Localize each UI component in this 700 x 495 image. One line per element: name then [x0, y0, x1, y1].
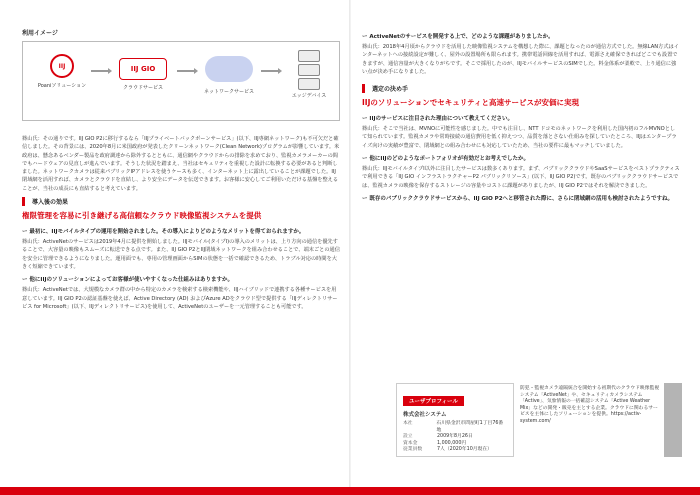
profile-title: ユーザプロフィール — [403, 396, 464, 406]
section-headline: IIJのソリューションでセキュリティと高速サービスが安価に実現 — [362, 98, 579, 108]
camera-icon — [298, 64, 320, 76]
question-2: ー 他にIIJのどのようなポートフォリオが有効だとお考えでしたか。 — [362, 156, 530, 163]
profile-key: 本社 — [403, 421, 413, 426]
paragraph-1: 篠山氏：そこで当社は、MVNOに可能性を感じました。中でも注目し、NTT ドコモのネットワークを利用した国内初のフルMVNOとして知られています。監視カメラや常時接続の通信費用を低く抑えつつ、品質を落とさない仕組みを探していたところ、IIJはエンタープライズ向けの実績が豊富で、閉域網との組み合わせにも対応していたため、当社の要件に最もマッチしていました。 — [362, 126, 677, 149]
profile-key: 資本金 — [403, 440, 418, 446]
diagram-item-poani — [37, 54, 87, 89]
profile-company-name: 株式会社システム — [403, 412, 447, 418]
profile-value: 2009年8月26日 — [437, 434, 473, 439]
left-page — [22, 28, 340, 483]
usage-diagram — [22, 41, 340, 121]
arrow-icon — [261, 70, 279, 72]
poani-logo-icon: IIJ — [50, 54, 74, 78]
diagram-label: ネットワークサービス — [203, 89, 254, 95]
camera-icon — [298, 50, 320, 62]
diagram-label: クラウドサービス — [122, 85, 163, 91]
arrow-icon — [91, 70, 109, 72]
section-headline: 権限管理を容易に引き継げる高信頼なクラウド映像監視システムを提供 — [22, 211, 262, 221]
diagram-label: Poaniソリューション — [37, 83, 87, 89]
diagram-label: エッジデバイス — [291, 93, 327, 99]
diagram-item-network — [199, 56, 259, 95]
paragraph-2: 篠山氏：ActiveNetのサービスは2019年4月に提供を開始しました。IIJモバイル(タイプI)の導入のメリットは、上り方向の通信を優先することで、大容量の映像もスムーズに転送できる点です。また、IIJ GIO P2とIIJ閉域ネットワークを組み合わせることで、端末ごとの通信を安全に管理できるようになりました。運用面でも、専用の管理画面からSIMの状態を一括で確認できるため、トラブル対応の時間を大きく短縮できています。 — [22, 239, 340, 270]
paragraph-top: 篠山氏：2018年4月頃からクラウドを活用した映像監視システムを構想した際に、課題となったのが通信方式でした。無線LAN方式はインターネットへの接続設定が難しく、屋外の設置場所も限られます。携帯電話回線を活用すれば、電源さえ確保できればどこでも設置できますが、通信容量が大きくなりがちです。そこで採用したのが、IIJモバイルサービスのSIMでした。料金体系が柔軟で、上り通信に強い点が決め手になりました。 — [362, 44, 679, 75]
section-heading: 導入後の効果 — [22, 197, 340, 206]
profile-value: 石川県金沢市問屋町1丁目76番地 — [436, 421, 504, 433]
body-paragraph — [362, 125, 680, 150]
paragraph-3: 篠山氏：ActiveNetでは、大規模なカメラ群の中から特定のカメラを検索する検索機能や、IIJハイブリッドで連携する各種サービスを用意しています。IIJ GIO P2の認証基盤を使えば、Active Directory (AD) およびAzure ADをクラウド型で提供する「IIJディレクトリサービス for Microsoft」(以下、IIJディレクトリサービス)を使用して、ActiveNetのユーザーを一元管理することも可能です。 — [22, 287, 338, 310]
question-1: ー IIJのサービスに注目された理由について教えてください。 — [362, 116, 513, 123]
bottom-red-strip — [0, 487, 700, 495]
body-paragraph — [362, 43, 680, 76]
profile-row — [403, 447, 507, 454]
question-1: ー 最初に、IIJモバイルタイプの運用を開始されました。その導入によりどのようなメリットを得ておられますか。 — [22, 229, 305, 236]
paragraph-2: 篠山氏：IIJモバイルタイプI以外に注目したサービスは数多くあります。まず、パブリッククラウドやSaaSサービスをベストプラクティスで利用できる「IIJ GIO インフラストラクチャーP2 パブリックリソース」(以下、IIJ GIO P2)です。既存のパブリッククラウドサービスでは、監視カメラの映像を保存するストレージの容量やコストに課題がありましたが、IIJ GIO P2ではそれを解決できました。 — [362, 166, 680, 189]
arrow-icon — [177, 70, 195, 72]
question-2: ー 他にIIJのソリューションによってお客様が使いやすくなった仕組みはありますか。 — [22, 277, 234, 284]
paragraph-1: 篠山氏：その通りです。IIJ GIO P2に移行するなら「IIJプライベートバックボーンサービス」(以下、IIJ専網ネットワーク)も不可欠だと確信しました。その背景には、2020年8月に米国政府が発表したクリーンネットワーク(Clean Network)プログラムが影響しています。米政府は、懸念あるベンダー製品を政府調達から除外するとともに、通信網やクラウドからの排除を求めており、監視カメラメーカーの間でもハードウェアの見直しが進んでいます。そうした状況を踏まえ、当社はセキュリティを重視した設計に転換する必要があると判断しました。ネットワークカメラは従来パブリックIPアドレスを使うケースも多く、インターネット上に露出していることが課題でした。IIJ閉域網を活用すれば、カメラとクラウドを直結し、より安全にデータを伝送できます。お客様に安心してご利用いただける基盤を整えることが、当社の成長にも直結すると考えています。 — [22, 136, 340, 192]
profile-key: 従業員数 — [403, 447, 423, 452]
profile-description: 防犯・監視カメラ遠隔統合を開始する初期代のクラウド映像監視システム「ActiveNet」や、セキュリティカメラシステム「Active」、気象情報の一括確認システム「Active Weather Mix」などの開発・販売を主とする企業。クラウドに関わるサービスを主体にしたソリューションを提供。https://activ-system.com/ — [520, 386, 660, 424]
body-paragraph — [22, 286, 340, 311]
diagram-item-cloud — [113, 58, 173, 91]
camera-icon — [298, 78, 320, 90]
user-profile-box — [396, 383, 514, 457]
profile-row — [403, 421, 507, 434]
body-paragraph — [362, 165, 680, 190]
building-photo — [664, 383, 682, 457]
section-heading: 選定の決め手 — [362, 84, 680, 93]
profile-value: 7人（2020年10月現在） — [437, 447, 492, 452]
question-top: ー ActiveNetのサービスを開発する上で、どのような課題がありましたか。 — [362, 34, 554, 40]
profile-value: 1,000,000円 — [437, 440, 467, 446]
page-fold — [349, 0, 351, 495]
iij-gio-badge: IIJ GIO — [119, 58, 167, 80]
profile-key: 設立 — [403, 434, 413, 439]
figure-label: 利用イメージ — [22, 30, 58, 37]
question-3: ー 既存のパブリッククラウドサービスから、IIJ GIO P2へと移管された際に、さらに閉域網の活用も検討されたようですね。 — [362, 195, 674, 202]
cloud-icon — [205, 56, 253, 82]
body-paragraph — [22, 238, 340, 271]
diagram-item-edge — [281, 48, 337, 99]
body-paragraph — [22, 135, 340, 193]
